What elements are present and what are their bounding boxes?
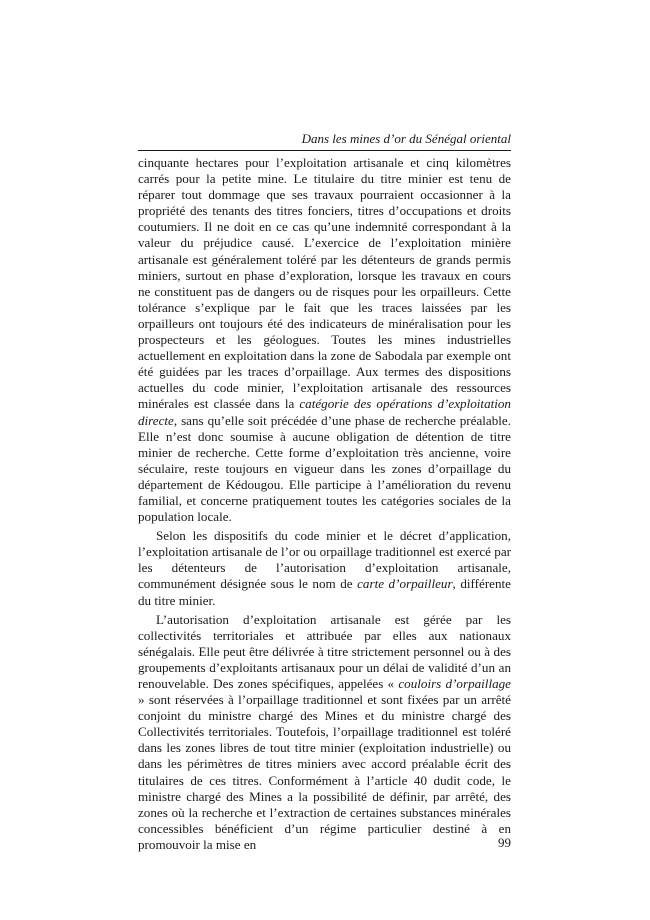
paragraph-3	[138, 612, 511, 853]
page-number: 99	[498, 835, 511, 850]
running-header: Dans les mines d’or du Sénégal oriental	[138, 131, 511, 151]
paragraph-1	[138, 155, 511, 525]
paragraph-1-text-b: , sans qu’elle soit précédée d’une phase de recherche préalable. Elle n’est donc soumise à aucune obligation de détention de titre minier de recherche. Cette forme d’exploitation très ancienne, voire séculaire, reste toujours en vigueur dans les zones d’orpaillage du département de Kédougou. Elle participe à l’amélioration du revenu familial, et concerne pratiquement toutes les catégories sociales de la population locale.	[138, 412, 511, 525]
paragraph-1-text-a: cinquante hectares pour l’exploitation artisanale et cinq kilomètres carrés pour la petite mine. Le titulaire du titre minier est tenu de réparer tout dommage que ses travaux pourraient occasionner à la propriété des tenants des titres fonciers, titres d’occupations et droits coutumiers. Il ne doit en ce cas qu’une indemnité correspondant à la valeur du préjudice causé. L’exercice de l’exploitation minière artisanale est généralement toléré par les détenteurs de grands permis miniers, surtout en phase d’exploration, lorsque les travaux en cours ne constituent pas de dangers ou de risques pour les orpailleurs. Cette tolérance s’explique par le fait que les traces laissées par les orpailleurs ont toujours été des indicateurs de minéralisation pour les prospecteurs et les géologues. Toutes les mines industrielles actuellement en exploitation dans la zone de Sabodala par exemple ont été guidées par les traces d’orpaillage. Aux termes des dispositions actuelles du code minier, l’exploitation artisanale des ressources minérales est classée dans la	[138, 155, 511, 412]
paragraph-2-text-b: , différente du titre minier.	[138, 576, 511, 608]
paragraph-2	[138, 528, 511, 608]
body-text	[138, 155, 511, 853]
paragraph-2-emphasis: carte d’orpailleur	[357, 576, 453, 592]
paragraph-3-text-a: L’autorisation d’exploitation artisanale est gérée par les collectivités territoriales et attribuée par elles aux nationaux sénégalais. Elle peut être délivrée à titre strictement personnel ou à des groupements d’exploitants artisanaux pour un délai de validité d’un an renouvelable. Des zones spécifiques, appelées «	[138, 611, 511, 691]
paragraph-2-text-a: Selon les dispositifs du code minier et le décret d’application, l’exploitation artisanale de l’or ou orpaillage traditionnel est exercé par les détenteurs de l’autorisation d’exploitation artisanale, communément désignée sous le nom de	[138, 528, 511, 592]
paragraph-3-text-b: » sont réservées à l’orpaillage traditionnel et sont fixées par un arrêté conjoint du ministre chargé des Mines et du ministre chargé des Collectivités territoriales. Toutefois, l’orpaillage traditionnel est toléré dans les zones libres de tout titre minier (exploitation industrielle) ou dans les périmètres de titres miniers avec accord préalable écrit des titulaires de ces titres. Conformément à l’article 40 dudit code, le ministre chargé des Mines a la possibilité de définir, par arrêté, des zones où la recherche et l’extraction de certaines substances minérales concessibles bénéficient d’un régime particulier destiné à en promouvoir la mise en	[138, 692, 511, 852]
paragraph-1-emphasis: catégorie des opérations d’exploitation directe	[138, 396, 511, 428]
paragraph-3-emphasis: couloirs d’orpaillage	[398, 676, 511, 691]
